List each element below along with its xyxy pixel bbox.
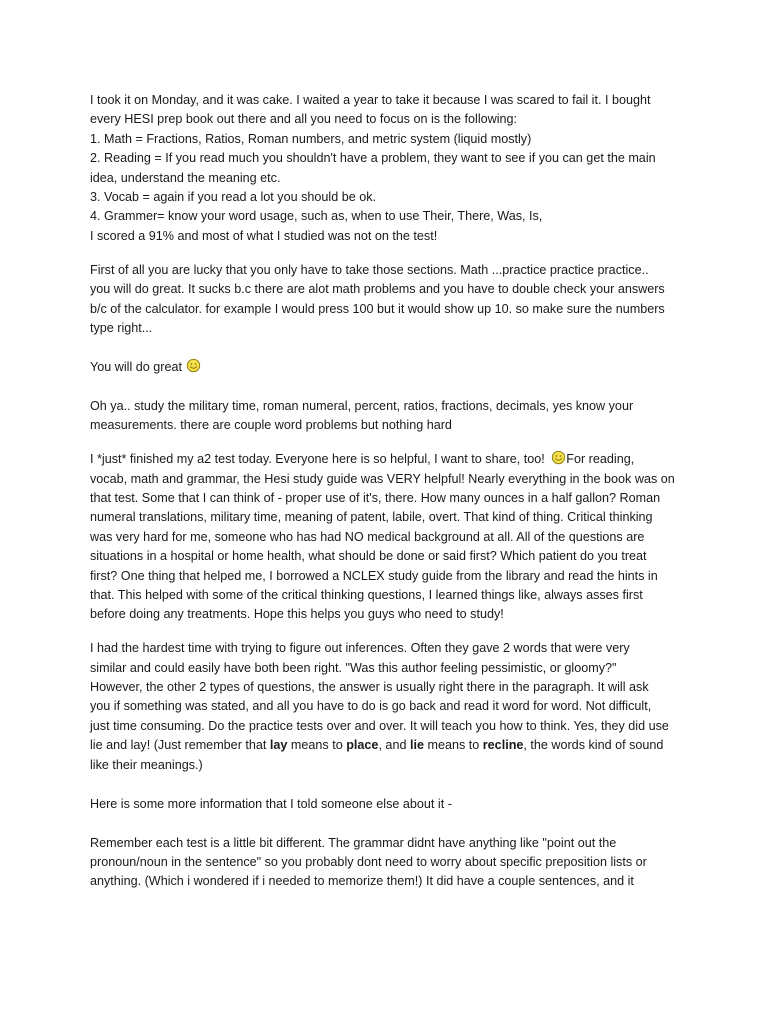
text-line: Here is some more information that I told someone else about it - (90, 796, 452, 811)
text-line: First of all you are lucky that you only have to take those sections. Math ...practice practice practice.. (90, 262, 649, 277)
text-segment: You will do great (90, 359, 182, 374)
text-segment: I *just* finished my a2 test today. Everyone here is so helpful, I want to share, too! (90, 452, 549, 467)
paragraph-5 (90, 450, 680, 625)
text-line: I took it on Monday, and it was cake. I waited a year to take it because I was scared to fail it. I bought (90, 93, 651, 107)
text-segment: For reading, (566, 452, 635, 467)
text-line: anything. (Which i wondered if i needed to memorize them!) It did have a couple sentences, and it (90, 874, 634, 889)
text-line: numeral translations, military time, meaning of patent, labile, overt. That kind of thing. Critical thinking (90, 510, 653, 525)
text-line: 4. Grammer= know your word usage, such as, when to use Their, There, Was, Is, (90, 209, 543, 224)
text-line: 3. Vocab = again if you read a lot you should be ok. (90, 190, 377, 205)
text-line: 2. Reading = If you read much you shouldn't have a problem, they want to see if you can get the main (90, 151, 656, 166)
smiley-face-icon (186, 358, 201, 373)
text-line: However, the other 2 types of questions, the answer is usually right there in the paragraph. It will ask (90, 680, 649, 695)
text-line: that test. Some that I can think of - proper use of it's, there. How many ounces in a half gallon? Roman (90, 490, 661, 505)
text-line: I scored a 91% and most of what I studied was not on the test! (90, 228, 438, 243)
text-line: b/c of the calculator. for example I would press 100 but it would show up 10. so make sure the numbers (90, 301, 665, 316)
text-line: you will do great. It sucks b.c there are alot math problems and you have to double check your answers (90, 282, 665, 297)
bold-term-lie: lie (409, 738, 424, 753)
text-line: idea, understand the meaning etc. (90, 170, 281, 185)
paragraph-8 (90, 834, 680, 892)
text-line: similar and could easily have both been right. "Was this author feeling pessimistic, or gloomy?" (90, 660, 617, 675)
bold-term-lay: lay (269, 738, 288, 753)
paragraph-2 (90, 261, 680, 339)
text-line (90, 736, 680, 755)
text-line: measurements. there are couple word problems but nothing hard (90, 418, 452, 433)
text-segment: , and (378, 738, 410, 753)
paragraph-3 (90, 358, 680, 377)
text-line: before doing any treatments. Hope this helps you guys who need to study! (90, 607, 504, 622)
paragraph-6 (90, 639, 680, 775)
text-segment: means to (287, 738, 347, 753)
text-segment: means to (423, 738, 483, 753)
paragraph-4 (90, 397, 680, 436)
text-line: situations in a hospital or home health, what should be done or said first? Which patient do you treat (90, 549, 647, 564)
text-line: just time consuming. Do the practice tests over and over. It will teach you how to think. Yes, they did use (90, 718, 669, 733)
text-line: type right... (90, 320, 153, 335)
text-line (90, 450, 680, 469)
text-line: I had the hardest time with trying to figure out inferences. Often they gave 2 words that were very (90, 641, 630, 656)
text-line: vocab, math and grammar, the Hesi study guide was VERY helpful! Nearly everything in the book was on (90, 471, 675, 486)
bold-term-place: place (346, 738, 379, 753)
paragraph-1 (90, 91, 680, 246)
smiley-face-icon (551, 450, 566, 465)
document-page (90, 91, 680, 906)
bold-term-recline: recline (482, 738, 524, 753)
text-line: you if something was stated, and all you have to do is go back and read it word for word. Not difficult, (90, 699, 652, 714)
text-line: Oh ya.. study the military time, roman numeral, percent, ratios, fractions, decimals, yes know your (90, 398, 634, 413)
text-line: 1. Math = Fractions, Ratios, Roman numbers, and metric system (liquid mostly) (90, 131, 532, 146)
text-line: was very hard for me, someone who has had NO medical background at all. All of the questions are (90, 529, 645, 544)
text-line: every HESI prep book out there and all you need to focus on is the following: (90, 112, 518, 127)
text-line: that. This helped with some of the critical thinking questions, I learned things like, always asses first (90, 587, 643, 602)
text-line: Remember each test is a little bit different. The grammar didnt have anything like "point out the (90, 835, 617, 850)
text-line: pronoun/noun in the sentence" so you probably dont need to worry about specific preposition lists or (90, 854, 647, 869)
paragraph-7 (90, 795, 680, 814)
text-line: like their meanings.) (90, 757, 203, 772)
text-segment: lie and lay! (Just remember that (90, 738, 270, 753)
text-segment: , the words kind of sound (523, 738, 664, 753)
text-line: first? One thing that helped me, I borrowed a NCLEX study guide from the library and read the hints in (90, 568, 658, 583)
text-line (90, 358, 680, 377)
